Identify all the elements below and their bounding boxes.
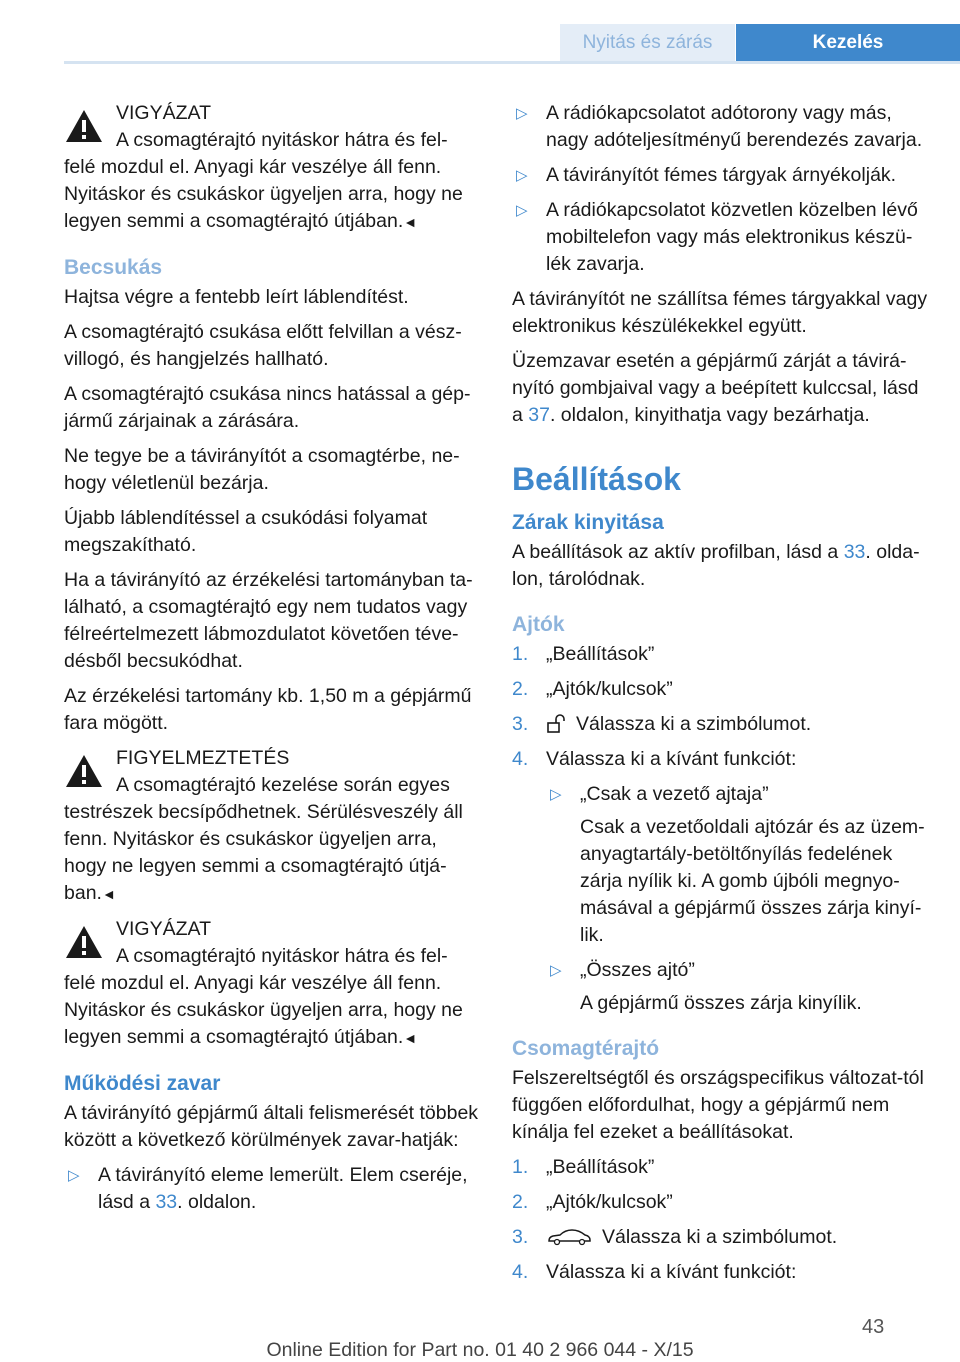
page-link[interactable]: 37 xyxy=(528,404,550,426)
list-item xyxy=(512,1224,930,1251)
warning-title: VIGYÁZAT xyxy=(116,102,211,124)
warning-text: testrészek becsípődhetnek. Sérülésveszély áll fenn. Nyitáskor és csukáskor ügyeljen arra, hogy ne legyen semmi a csomagtérajtó útjá‐ban. xyxy=(64,801,463,904)
right-column xyxy=(512,100,930,1294)
option-list xyxy=(546,781,930,1017)
list-item-text: A távirányítót fémes tárgyak árnyékolják. xyxy=(546,164,897,186)
unlock-icon xyxy=(546,714,566,734)
paragraph: A csomagtérajtó csukása nincs hatással a gép‐jármű zárjainak a zárására. xyxy=(64,383,471,432)
warning-title: FIGYELMEZTETÉS xyxy=(116,747,290,769)
paragraph-text: . olda‐lon, tárolódnak. xyxy=(512,541,920,590)
header-rule xyxy=(64,61,960,64)
paragraph: Felszereltségtől és országspecifikus változat‐tól függően előfordulhat, hogy a gépjármű nem kínálja fel ezeket a beállításokat. xyxy=(512,1067,924,1143)
list-item xyxy=(64,1162,479,1216)
step-number: 1. xyxy=(512,643,529,665)
list-item xyxy=(512,162,930,189)
option-description: A gépjármű összes zárja kinyílik. xyxy=(580,992,862,1014)
unlock-heading: Zárak kinyitása xyxy=(512,511,664,534)
step-text: „Ajtók/kulcsok” xyxy=(546,1191,673,1213)
list-item-text: A távirányító eleme lemerült. Elem cseréje, lásd a xyxy=(98,1164,468,1213)
end-mark: ◄ xyxy=(403,214,418,230)
step-number: 2. xyxy=(512,678,529,700)
paragraph-text: Üzemzavar esetén a gépjármű zárját a távirá‐nyító gombjaival vagy a beépített kulccsal, lásd a xyxy=(512,350,919,426)
page-link[interactable]: 33 xyxy=(155,1191,178,1213)
step-number: 1. xyxy=(512,1156,529,1178)
list-item xyxy=(546,781,930,949)
list-item xyxy=(512,641,930,668)
paragraph-text: . oldalon, kinyithatja vagy bezárhatja. xyxy=(549,404,870,426)
triangle-bullet-icon: ▷ xyxy=(516,202,528,219)
left-column xyxy=(64,100,479,1224)
warning-text-first: A csomagtérajtó nyitáskor hátra és fel‐ xyxy=(116,129,448,151)
bullet-list xyxy=(64,1162,479,1216)
triangle-bullet-icon: ▷ xyxy=(516,105,528,122)
warning-box xyxy=(64,916,479,1052)
trunk-heading: Csomagtérajtó xyxy=(512,1037,660,1060)
section-tab[interactable]: Nyitás és zárás xyxy=(560,24,735,62)
list-item xyxy=(512,711,930,738)
list-item-text: A rádiókapcsolatot adótorony vagy más, nagy adóteljesítményű berendezés zavarja. xyxy=(546,102,923,151)
list-item xyxy=(512,676,930,703)
warning-icon xyxy=(64,108,104,144)
triangle-bullet-icon: ▷ xyxy=(516,167,528,184)
paragraph xyxy=(512,539,930,593)
option-description: Csak a vezetőoldali ajtózár és az üzem‐anyagtartály-betöltőnyílás fedelének zárja nyílik ki. A gomb újbóli megnyo‐másával a gépjármű összes zárja kinyí‐lik. xyxy=(580,816,925,946)
step-text: „Ajtók/kulcsok” xyxy=(546,678,673,700)
triangle-bullet-icon: ▷ xyxy=(550,962,562,979)
bullet-list xyxy=(512,100,930,278)
triangle-bullet-icon: ▷ xyxy=(550,786,562,803)
list-item-text: . oldalon. xyxy=(177,1191,257,1213)
step-number: 3. xyxy=(512,713,529,735)
warning-title: VIGYÁZAT xyxy=(116,918,211,940)
warning-box xyxy=(64,745,479,908)
paragraph xyxy=(512,348,930,429)
step-text: Válassza ki a kívánt funkciót: xyxy=(546,1261,797,1283)
step-text: Válassza ki a szimbólumot. xyxy=(602,1226,838,1248)
step-number: 2. xyxy=(512,1191,529,1213)
list-item xyxy=(512,746,930,1017)
paragraph: Ha a távirányító az érzékelési tartományban ta‐lálható, a csomagtérajtó egy nem tudatos vagy félreértelmezett lábmozdulatot követően téve‐désből becsukódhat. xyxy=(64,569,473,672)
step-text: „Beállítások” xyxy=(546,1156,655,1178)
numbered-list xyxy=(512,1154,930,1286)
chapter-tab[interactable]: Kezelés xyxy=(736,24,960,62)
paragraph: Az érzékelési tartomány kb. 1,50 m a gépjármű fara mögött. xyxy=(64,685,472,734)
step-text: Válassza ki a szimbólumot. xyxy=(576,713,812,735)
paragraph: A távirányítót ne szállítsa fémes tárgyakkal vagy elektronikus készülékekkel együtt. xyxy=(512,288,928,337)
list-item xyxy=(512,1189,930,1216)
page-link[interactable]: 33 xyxy=(843,541,866,563)
closing-heading: Becsukás xyxy=(64,256,163,279)
list-item-text: A rádiókapcsolatot közvetlen közelben lévő mobiltelefon vagy más elektronikus készü‐lék zavarja. xyxy=(546,199,918,275)
option-label: „Csak a vezető ajtaja” xyxy=(580,783,769,805)
warning-text: felé mozdul el. Anyagi kár veszélye áll fenn. Nyitáskor és csukáskor ügyeljen arra, hogy ne legyen semmi a csomagtérajtó útjában. xyxy=(64,156,463,232)
paragraph-text: A beállítások az aktív profilban, lásd a xyxy=(512,541,844,563)
step-number: 3. xyxy=(512,1226,529,1248)
warning-text: felé mozdul el. Anyagi kár veszélye áll fenn. Nyitáskor és csukáskor ügyeljen arra, hogy ne legyen semmi a csomagtérajtó útjában. xyxy=(64,972,463,1048)
paragraph: Hajtsa végre a fentebb leírt láblendítést. xyxy=(64,286,409,308)
paragraph: A távirányító gépjármű általi felismerését többek között a következő körülmények zavar‐hatják: xyxy=(64,1102,479,1151)
paragraph: Újabb láblendítéssel a csukódási folyamat megszakítható. xyxy=(64,507,428,556)
step-number: 4. xyxy=(512,748,529,770)
page-header xyxy=(0,24,960,62)
paragraph: Ne tegye be a távirányítót a csomagtérbe, ne‐hogy véletlenül bezárja. xyxy=(64,445,460,494)
car-icon xyxy=(546,1227,592,1247)
paragraph: A csomagtérajtó csukása előtt felvillan a vész‐villogó, és hangjelzés hallható. xyxy=(64,321,462,370)
triangle-bullet-icon: ▷ xyxy=(68,1167,80,1184)
warning-icon xyxy=(64,924,104,960)
page-number: 43 xyxy=(862,1316,885,1338)
step-text: „Beállítások” xyxy=(546,643,655,665)
numbered-list xyxy=(512,641,930,1017)
warning-text-first: A csomagtérajtó kezelése során egyes xyxy=(116,774,450,796)
list-item xyxy=(512,100,930,154)
list-item xyxy=(546,957,930,1017)
settings-heading: Beállítások xyxy=(512,461,681,497)
doors-heading: Ajtók xyxy=(512,613,565,636)
step-number: 4. xyxy=(512,1261,529,1283)
malfunction-heading: Működési zavar xyxy=(64,1072,221,1095)
list-item xyxy=(512,197,930,278)
list-item xyxy=(512,1154,930,1181)
end-mark: ◄ xyxy=(101,886,116,902)
warning-text-first: A csomagtérajtó nyitáskor hátra és fel‐ xyxy=(116,945,448,967)
footer-text: Online Edition for Part no. 01 40 2 966 044 - X/15 xyxy=(266,1339,694,1361)
warning-icon xyxy=(64,753,104,789)
end-mark: ◄ xyxy=(403,1030,418,1046)
list-item xyxy=(512,1259,930,1286)
step-text: Válassza ki a kívánt funkciót: xyxy=(546,748,797,770)
option-label: „Összes ajtó” xyxy=(580,959,695,981)
warning-box xyxy=(64,100,479,236)
